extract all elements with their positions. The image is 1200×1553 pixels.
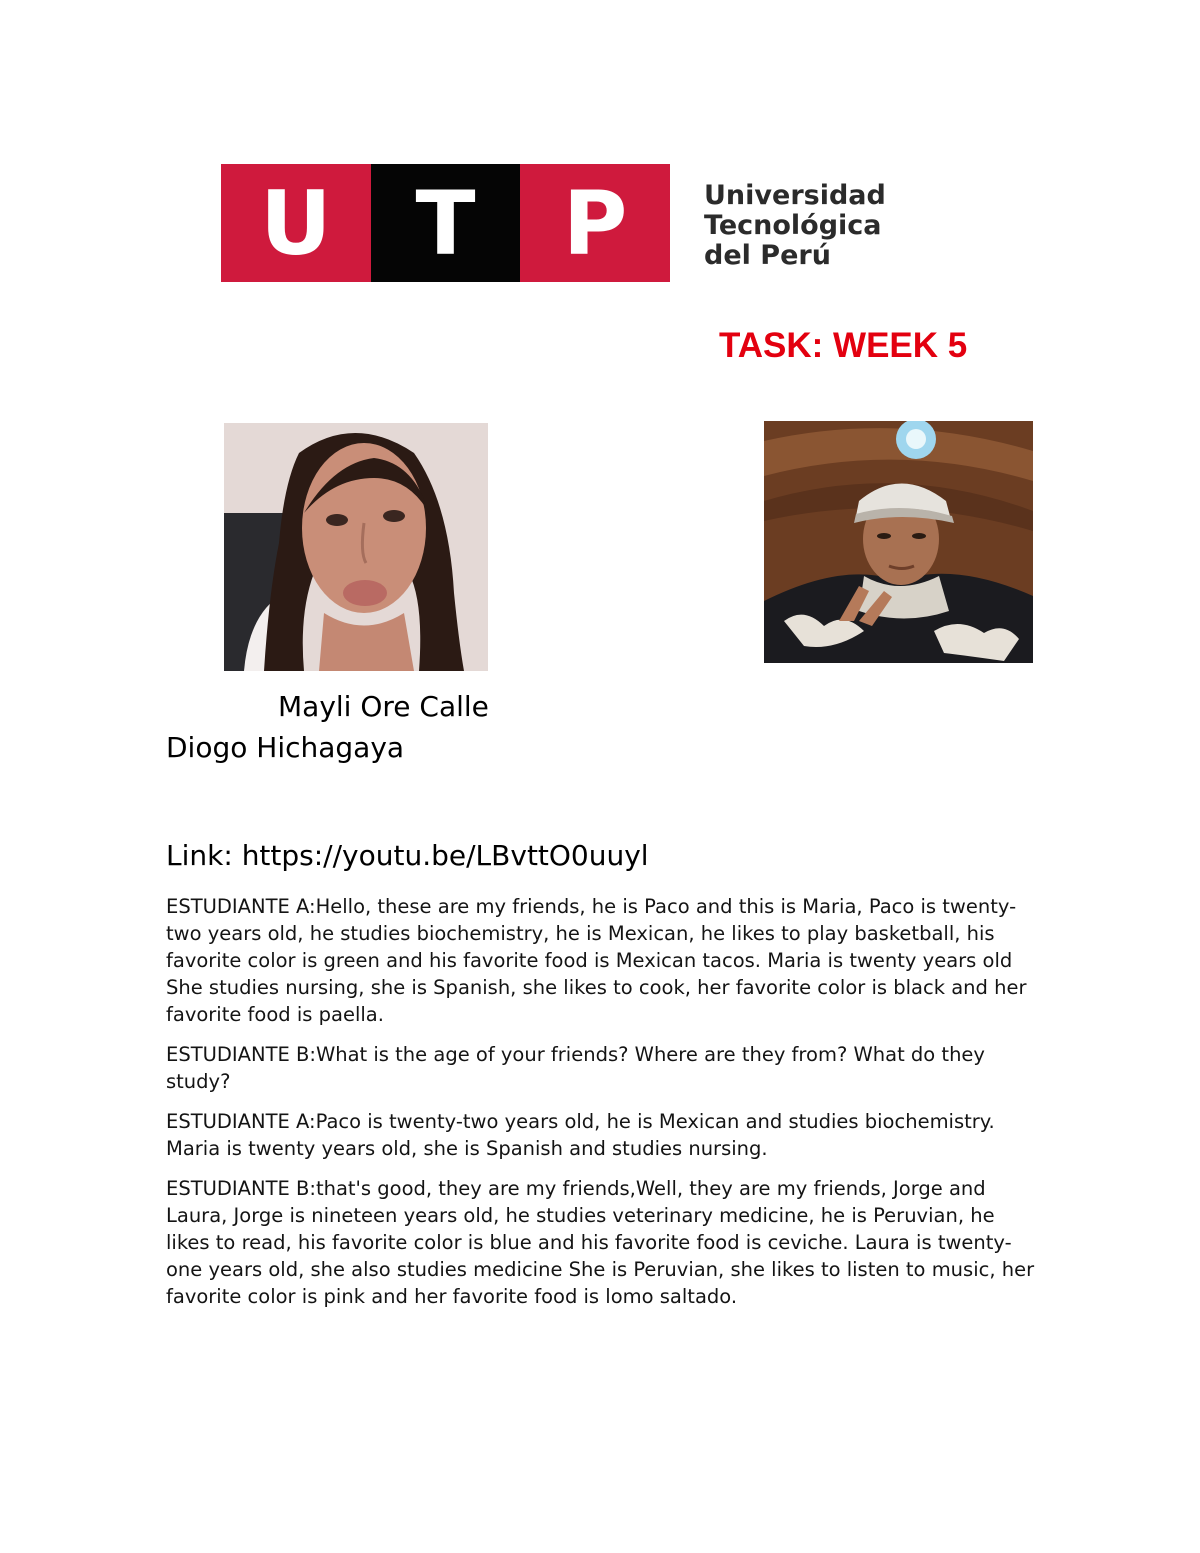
university-name-line-2: Tecnológica: [704, 210, 882, 241]
link-line: [166, 839, 649, 872]
university-name-line-1: Universidad: [704, 180, 886, 211]
logo-letter-t: T: [371, 164, 521, 282]
dialogue-paragraph-4: ESTUDIANTE B:that's good, they are my friends,Well, they are my friends, Jorge and Laura, Jorge is nineteen years old, he studies veterinary medicine, he is Peruvian, he likes to read, his favorite color is blue and his favorite food is ceviche. Laura is twenty-one years old, she also studies medicine She is Peruvian, she likes to listen to music, her favorite color is pink and her favorite food is lomo saltado.: [166, 1177, 1035, 1308]
dialogue-section: [166, 893, 1036, 1323]
student-photo-diogo: [764, 421, 1033, 663]
logo-letter-u: U: [221, 164, 371, 282]
male-portrait-illustration: [764, 421, 1033, 663]
student-name-2: Diogo Hichagaya: [166, 731, 405, 764]
logo-letter-p: P: [520, 164, 670, 282]
university-name-line-3: del Perú: [704, 240, 831, 271]
task-title: TASK: WEEK 5: [719, 326, 968, 365]
female-portrait-illustration: [224, 423, 488, 671]
dialogue-paragraph-1: ESTUDIANTE A:Hello, these are my friends, he is Paco and this is Maria, Paco is twenty-two years old, he studies biochemistry, he is Mexican, he likes to play basketball, his favorite color is green and his favorite food is Mexican tacos. Maria is twenty years old She studies nursing, she is Spanish, she likes to cook, her favorite color is black and her favorite food is paella.: [166, 895, 1027, 1026]
university-name: [704, 181, 886, 271]
dialogue-paragraph-2: ESTUDIANTE B:What is the age of your friends? Where are they from? What do they study?: [166, 1043, 985, 1093]
video-link[interactable]: https://youtu.be/LBvttO0uuyl: [241, 839, 649, 872]
student-photo-mayli: [224, 423, 488, 671]
student-name-1: Mayli Ore Calle: [278, 690, 489, 723]
utp-logo: [221, 164, 670, 282]
link-label: Link:: [166, 839, 233, 872]
dialogue-paragraph-3: ESTUDIANTE A:Paco is twenty-two years old, he is Mexican and studies biochemistry. Maria is twenty years old, she is Spanish and studies nursing.: [166, 1110, 995, 1160]
